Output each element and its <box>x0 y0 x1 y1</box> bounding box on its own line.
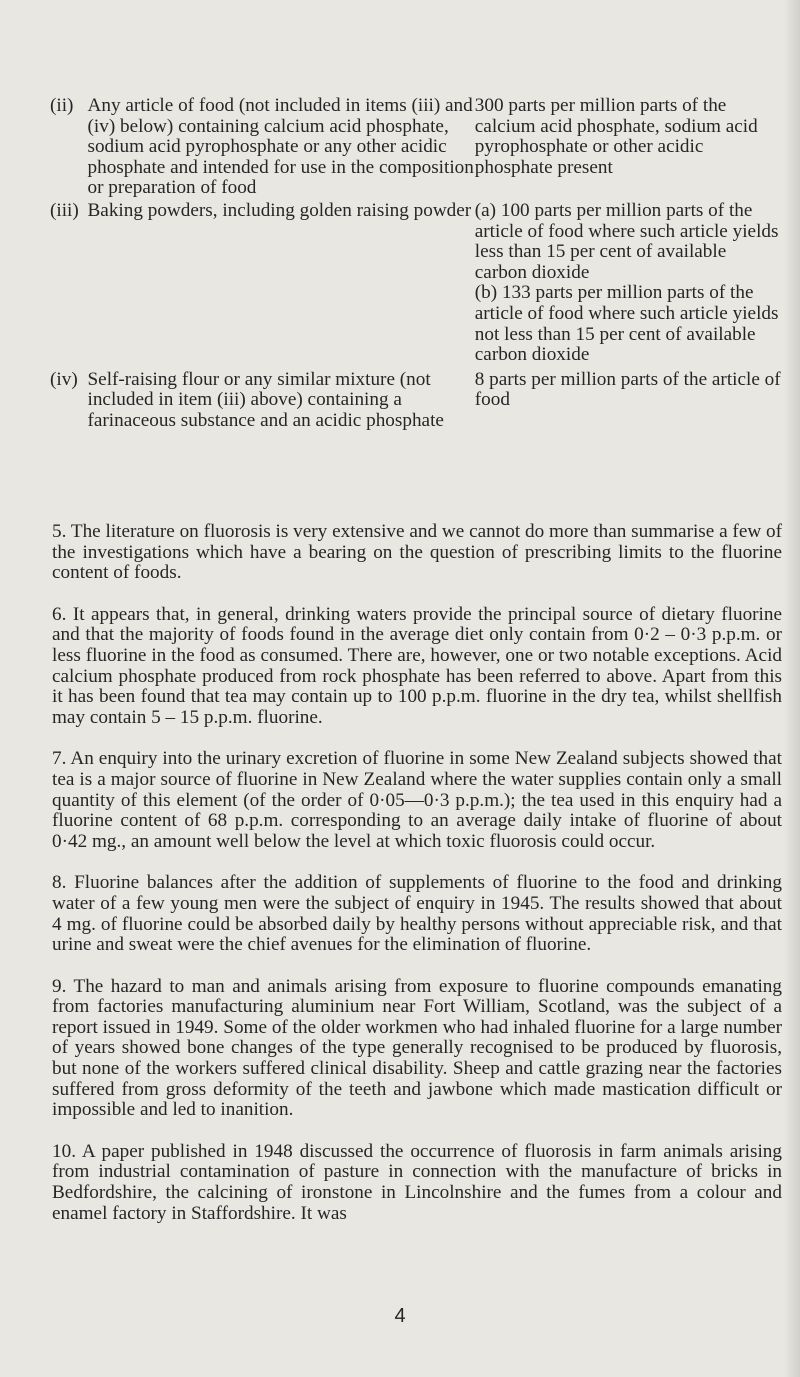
item-limit <box>475 201 782 370</box>
table-row <box>50 370 782 432</box>
item-description: Any article of food (not included in items (iii) and (iv) below) containing calcium acid phosphate, sodium acid pyrophosphate or any other acidic phosphate and intended for use in the composition or preparation of food <box>87 95 474 199</box>
paragraph-10: 10. A paper published in 1948 discussed the occurrence of fluorosis in farm animals arising from industrial contamination of pasture in connection with the manufacture of bricks in Bedfordshire, the calcining of ironstone in Lincolnshire and the fumes from a colour and enamel factory in Staffordshire. It was <box>52 1140 782 1224</box>
table-row <box>50 96 782 201</box>
item-number: (iii) <box>50 199 79 221</box>
item-number: (ii) <box>50 95 74 116</box>
item-number: (iv) <box>50 368 78 390</box>
paragraph-8: 8. Fluorine balances after the addition of supplements of fluorine to the food and drinking water of a few young men were the subject of enquiry in 1945. The results showed that about 4 mg. of fluorine could be absorbed daily by healthy persons without appreciable risk, and that urine and sweat were the chief avenues for the elimination of fluorine. <box>52 872 782 956</box>
item-description: Self-raising flour or any similar mixture (not included in item (iii) above) containing a farinaceous substance and an acidic phosphate <box>87 368 444 431</box>
item-limit-b: (b) 133 parts per million parts of the article of food where such article yields not less than 15 per cent of available carbon dioxide <box>474 282 779 366</box>
item-description: Baking powders, including golden raising powder <box>87 199 472 221</box>
item-limit-a: (a) 100 parts per million parts of the article of food where such article yields less than 15 per cent of available carbon dioxide <box>474 199 779 283</box>
page-edge-shadow <box>784 0 800 1377</box>
item-limit: 8 parts per million parts of the article of food <box>474 368 781 411</box>
fluorine-limits-table <box>50 96 782 432</box>
paragraph-9: 9. The hazard to man and animals arising from exposure to fluorine compounds emanating from factories manufacturing aluminium near Fort William, Scotland, was the subject of a report issued in 1949. Some of the older workmen who had inhaled fluorine for a large number of years showed bone changes of the type generally recognised to be produced by fluorosis, but none of the workers suffered clinical disability. Sheep and cattle grazing near the factories suffered from gross deformity of the teeth and jawbone which made mastication difficult or impossible and led to inanition. <box>52 975 782 1121</box>
item-limit: 300 parts per million parts of the calcium acid phosphate, sodium acid pyrophosphate or other acidic phosphate present <box>474 95 758 178</box>
paragraph-5: 5. The literature on fluorosis is very extensive and we cannot do more than summarise a few of the investigations which have a bearing on the question of prescribing limits to the fluorine content of foods. <box>52 521 782 584</box>
paragraph-7: 7. An enquiry into the urinary excretion of fluorine in some New Zealand subjects showed that tea is a major source of fluorine in New Zealand where the water supplies contain only a small quantity of this element (of the order of 0·05—0·3 p.p.m.); the tea used in this enquiry had a fluorine content of 68 p.p.m. corresponding to an average daily intake of fluorine of about 0·42 mg., an amount well below the level at which toxic fluorosis could occur. <box>52 748 782 852</box>
paragraph-6: 6. It appears that, in general, drinking waters provide the principal source of dietary fluorine and that the majority of foods found in the average diet only contain from 0·2 – 0·3 p.p.m. or less fluorine in the food as consumed. There are, however, one or two notable exceptions. Acid calcium phosphate produced from rock phosphate has been referred to above. Apart from this it has been found that tea may contain up to 100 p.p.m. fluorine in the dry tea, whilst shellfish may contain 5 – 15 p.p.m. fluorine. <box>52 603 782 728</box>
body-text <box>52 522 782 1245</box>
table-row <box>50 201 782 370</box>
page-number: 4 <box>394 1305 406 1327</box>
